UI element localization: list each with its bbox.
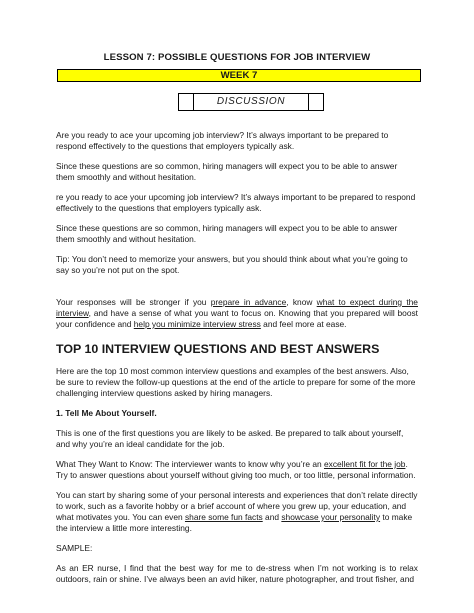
section-heading: TOP 10 INTERVIEW QUESTIONS AND BEST ANSWERS [56,342,380,356]
responses-text-2: , know [286,297,317,307]
start-text-3: to make the interview a little more interesting. [56,512,413,533]
responses-text-3: , and have a sense of what you want to focus on. Knowing that you prepared will boost your confidence and [56,308,418,329]
intro-paragraph-4: Since these questions are so common, hiring managers will expect you to be able to answer them smoothly and without hesitation. [56,223,398,244]
discussion-box-wrap [84,93,418,111]
intro-paragraph-1: Are you ready to ace your upcoming job interview? It’s always important to be prepared to respond effectively to the questions that employers typically ask. [56,130,389,151]
sample-label: SAMPLE: [56,543,93,553]
want-text-2: . Try to answer questions about yourself without giving too much, or too little, personal information. [56,459,416,480]
responses-paragraph [56,297,418,330]
responses-text-4: and feel more at ease. [260,319,347,329]
start-text-2: and [262,512,282,522]
start-text-1: You can start by sharing some of your personal interests and experiences that don’t relate directly to work, such as a favorite hobby or a brief account of where you grew up, your education, and what motivates you. You can even [56,490,418,522]
link-prepare-in-advance[interactable]: prepare in advance [210,297,287,307]
link-what-to-expect[interactable]: what to expect during the interview [56,297,418,318]
link-excellent-fit[interactable]: excellent fit for the job [323,459,406,469]
tip-paragraph: Tip: You don’t need to memorize your answers, but you should think about what you’re going to say so you’re not put on the spot. [56,254,408,275]
lesson-title: LESSON 7: POSSIBLE QUESTIONS FOR JOB INTERVIEW [103,52,371,63]
section-intro: Here are the top 10 most common interview questions and examples of the best answers. Also, be sure to review the follow-up questions at the end of the article to prepare for some of the more challenging interview questions asked by hiring managers. [56,366,416,398]
responses-text-1: Your responses will be stronger if you [56,297,211,307]
what-they-want-paragraph [56,459,418,481]
intro-paragraph-3: re you ready to ace your upcoming job interview? It’s always important to be prepared to respond effectively to the questions that employers typically ask. [56,192,416,213]
document-page [56,52,418,585]
intro-paragraph-2: Since these questions are so common, hiring managers will expect you to be able to answer them smoothly and without hesitation. [56,161,398,182]
want-text-1: What They Want to Know: The interviewer wants to know why you’re an [56,459,324,469]
discussion-box-left-cell [179,94,194,110]
question-1-heading: 1. Tell Me About Yourself. [56,408,157,418]
discussion-box [178,93,324,111]
sample-paragraph: As an ER nurse, I find that the best way for me to de-stress when I’m not working is to relax outdoors, rain or shine. I’ve always been an avid hiker, nature photographer, and trout fisher, and [56,563,418,584]
question-1-paragraph: This is one of the first questions you are likely to be asked. Be prepared to talk about yourself, and why you’re an ideal candidate for the job. [56,428,404,449]
discussion-box-right-cell [308,94,323,110]
week-banner: WEEK 7 [57,69,421,82]
link-minimize-stress[interactable]: help you minimize interview stress [133,319,261,329]
discussion-label: DISCUSSION [216,96,286,107]
start-by-sharing-paragraph [56,490,418,534]
link-showcase-personality[interactable]: showcase your personality [281,512,381,522]
link-fun-facts[interactable]: share some fun facts [184,512,263,522]
